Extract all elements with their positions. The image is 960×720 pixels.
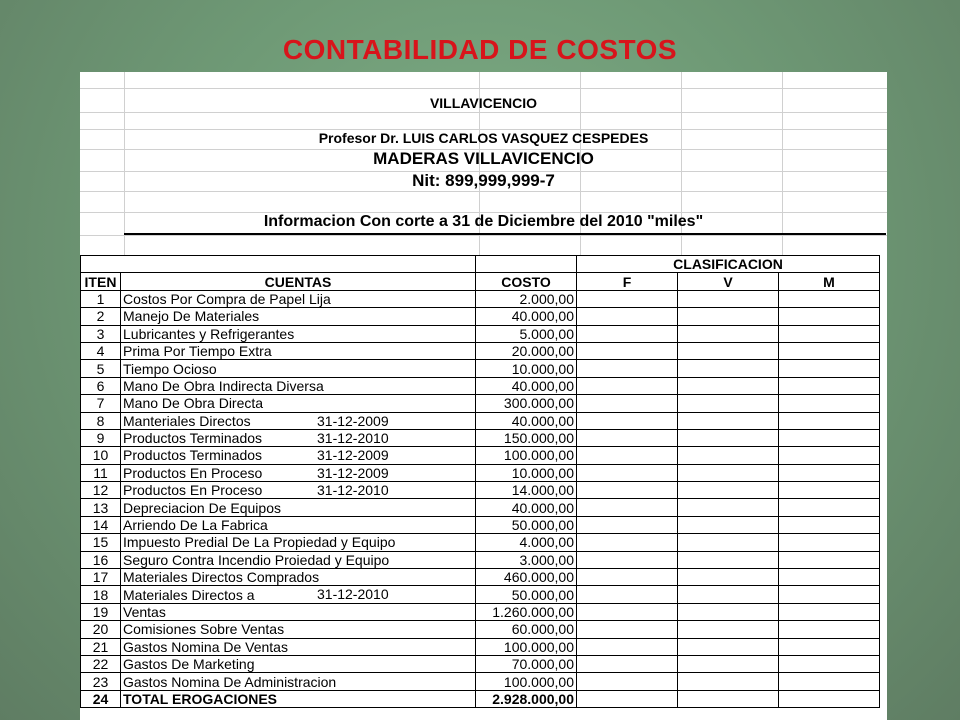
variable-cell[interactable] [678, 464, 779, 481]
cost-value: 50.000,00 [476, 586, 577, 603]
fixed-cell[interactable] [577, 342, 678, 359]
fixed-cell[interactable] [577, 655, 678, 672]
account-name [121, 673, 476, 690]
account-name [121, 429, 476, 446]
cost-value: 60.000,00 [476, 621, 577, 638]
mixed-cell[interactable] [779, 551, 880, 568]
account-label: Gastos De Marketing [123, 656, 255, 673]
mixed-cell[interactable] [779, 412, 880, 429]
account-label: Productos Terminados [123, 430, 263, 447]
variable-cell[interactable] [678, 621, 779, 638]
table-row [81, 621, 880, 638]
table-row [81, 569, 880, 586]
mixed-cell[interactable] [779, 534, 880, 551]
item-number: 20 [81, 621, 121, 638]
account-label: Seguro Contra Incendio Proiedad y Equipo [123, 551, 390, 568]
fixed-cell[interactable] [577, 377, 678, 394]
mixed-cell[interactable] [779, 516, 880, 533]
account-label: Productos En Proceso [123, 482, 263, 499]
table-row [81, 655, 880, 672]
account-label: Gastos Nomina De Ventas [123, 638, 288, 655]
total-label: TOTAL EROGACIONES [121, 690, 476, 707]
mixed-cell[interactable] [779, 603, 880, 620]
table-row [81, 377, 880, 394]
variable-cell[interactable] [678, 360, 779, 377]
item-number: 13 [81, 499, 121, 516]
table-row [81, 638, 880, 655]
item-number: 18 [81, 586, 121, 603]
account-name [121, 569, 476, 586]
slide-title: CONTABILIDAD DE COSTOS [282, 34, 678, 65]
item-number: 14 [81, 516, 121, 533]
cost-value: 3.000,00 [476, 551, 577, 568]
account-label: Tiempo Ocioso [123, 360, 217, 377]
fixed-cell[interactable] [577, 290, 678, 307]
account-name [121, 308, 476, 325]
mixed-cell[interactable] [779, 673, 880, 690]
table-row [81, 325, 880, 342]
item-number: 19 [81, 603, 121, 620]
account-name [121, 586, 476, 603]
table-row [81, 342, 880, 359]
item-number: 23 [81, 673, 121, 690]
mixed-cell[interactable] [779, 482, 880, 499]
item-number: 11 [81, 464, 121, 481]
table-row [81, 586, 880, 603]
fixed-cell[interactable] [577, 638, 678, 655]
fixed-header: F [577, 273, 678, 290]
variable-cell[interactable] [678, 655, 779, 672]
variable-cell[interactable] [678, 516, 779, 533]
account-label: Mano De Obra Indirecta Diversa [123, 377, 324, 394]
variable-cell[interactable] [678, 412, 779, 429]
variable-cell[interactable] [678, 569, 779, 586]
item-number: 4 [81, 342, 121, 359]
mixed-cell[interactable] [779, 499, 880, 516]
fixed-cell[interactable] [577, 569, 678, 586]
mixed-cell[interactable] [779, 308, 880, 325]
account-label: Depreciacion De Equipos [123, 499, 281, 516]
item-number: 12 [81, 482, 121, 499]
item-number: 16 [81, 551, 121, 568]
mixed-cell[interactable] [779, 638, 880, 655]
account-name [121, 412, 476, 429]
item-number: 8 [81, 412, 121, 429]
account-name [121, 534, 476, 551]
table-row [81, 534, 880, 551]
mixed-cell[interactable] [779, 290, 880, 307]
variable-cell[interactable] [678, 447, 779, 464]
mixed-cell[interactable] [779, 395, 880, 412]
fixed-cell[interactable] [577, 308, 678, 325]
fixed-cell[interactable] [577, 499, 678, 516]
cost-value: 40.000,00 [476, 377, 577, 394]
account-name [121, 551, 476, 568]
cost-value: 2.000,00 [476, 290, 577, 307]
account-label: Ventas [123, 604, 166, 620]
account-label: Manejo De Materiales [123, 308, 260, 325]
mixed-cell[interactable] [779, 342, 880, 359]
cost-value: 300.000,00 [476, 395, 577, 412]
account-date: 31-12-2010 [317, 429, 389, 446]
account-date: 31-12-2009 [317, 447, 389, 464]
cost-value: 14.000,00 [476, 482, 577, 499]
mixed-cell[interactable] [779, 429, 880, 446]
account-name [121, 516, 476, 533]
cost-value: 100.000,00 [476, 673, 577, 690]
account-label: Productos Terminados [123, 447, 263, 464]
cost-value: 40.000,00 [476, 412, 577, 429]
account-label: Arriendo De La Fabrica [123, 517, 268, 534]
variable-cell[interactable] [678, 603, 779, 620]
mixed-cell[interactable] [779, 360, 880, 377]
mixed-cell[interactable] [779, 569, 880, 586]
account-label: Comisiones Sobre Ventas [123, 621, 285, 638]
cost-table [80, 255, 880, 708]
fixed-cell[interactable] [577, 412, 678, 429]
cost-value: 40.000,00 [476, 499, 577, 516]
variable-cell[interactable] [678, 377, 779, 394]
company-name: MADERAS VILLAVICENCIO [373, 149, 594, 168]
cost-value: 460.000,00 [476, 569, 577, 586]
total-item-number: 24 [81, 690, 121, 707]
item-number: 9 [81, 429, 121, 446]
account-label: Materiales Directos Comprados [123, 569, 320, 586]
item-number: 21 [81, 638, 121, 655]
mixed-cell[interactable] [779, 621, 880, 638]
variable-cell[interactable] [678, 499, 779, 516]
mixed-cell[interactable] [779, 586, 880, 603]
account-label: Costos Por Compra de Papel Lija [123, 290, 331, 307]
cost-value: 10.000,00 [476, 360, 577, 377]
fixed-cell[interactable] [577, 360, 678, 377]
item-number: 22 [81, 655, 121, 672]
cost-value: 40.000,00 [476, 308, 577, 325]
mixed-cell[interactable] [779, 325, 880, 342]
cost-value: 100.000,00 [476, 638, 577, 655]
variable-cell[interactable] [678, 290, 779, 307]
variable-cell[interactable] [678, 308, 779, 325]
account-label: Gastos Nomina De Administracion [123, 673, 337, 690]
account-name [121, 377, 476, 394]
table-row [81, 673, 880, 690]
variable-cell[interactable] [678, 551, 779, 568]
account-label: Prima Por Tiempo Extra [123, 343, 272, 360]
cost-value: 150.000,00 [476, 429, 577, 446]
table-row [81, 412, 880, 429]
account-header: CUENTAS [121, 273, 476, 290]
mixed-cell[interactable] [779, 655, 880, 672]
table-row [81, 551, 880, 568]
fixed-cell[interactable] [577, 551, 678, 568]
item-number: 2 [81, 308, 121, 325]
mixed-cell[interactable] [779, 377, 880, 394]
variable-cell[interactable] [678, 534, 779, 551]
city-heading: VILLAVICENCIO [429, 95, 538, 111]
fixed-cell[interactable] [577, 673, 678, 690]
account-name [121, 482, 476, 499]
table-row [81, 482, 880, 499]
account-name [121, 360, 476, 377]
table-row [81, 360, 880, 377]
table-row [81, 464, 880, 481]
variable-cell[interactable] [678, 673, 779, 690]
fixed-cell[interactable] [577, 429, 678, 446]
variable-cell[interactable] [678, 638, 779, 655]
account-label: Manteriales Directos [123, 412, 251, 429]
account-name [121, 395, 476, 412]
mixed-header: M [779, 273, 880, 290]
account-name [121, 447, 476, 464]
info-line: Informacion Con corte a 31 de Diciembre del 2010 "miles" [263, 213, 704, 230]
fixed-cell[interactable] [577, 534, 678, 551]
fixed-cell[interactable] [577, 621, 678, 638]
variable-cell[interactable] [678, 429, 779, 446]
account-name [121, 342, 476, 359]
total-row [81, 690, 880, 707]
mixed-cell[interactable] [779, 464, 880, 481]
account-date: 31-12-2009 [317, 464, 389, 481]
account-name [121, 621, 476, 638]
item-number: 7 [81, 395, 121, 412]
cost-value: 1.260.000,00 [476, 603, 577, 620]
fixed-cell[interactable] [577, 586, 678, 603]
account-name [121, 290, 476, 307]
mixed-cell[interactable] [779, 447, 880, 464]
table-row [81, 603, 880, 620]
fixed-cell[interactable] [577, 516, 678, 533]
item-header: ITEN [81, 273, 121, 290]
table-row [81, 429, 880, 446]
total-mixed-cell[interactable] [779, 690, 880, 707]
table-row [81, 308, 880, 325]
table-row [81, 290, 880, 307]
account-name [121, 603, 476, 620]
item-number: 10 [81, 447, 121, 464]
item-number: 5 [81, 360, 121, 377]
account-name [121, 499, 476, 516]
nit-line: Nit: 899,999,999-7 [412, 171, 555, 190]
cost-value: 100.000,00 [476, 447, 577, 464]
fixed-cell[interactable] [577, 325, 678, 342]
variable-cell[interactable] [678, 586, 779, 603]
table-row [81, 499, 880, 516]
classification-header: CLASIFICACION [577, 256, 880, 273]
cost-value: 5.000,00 [476, 325, 577, 342]
variable-cell[interactable] [678, 482, 779, 499]
variable-cell[interactable] [678, 395, 779, 412]
account-label: Lubricantes y Refrigerantes [123, 325, 295, 342]
account-name [121, 325, 476, 342]
cost-value: 4.000,00 [476, 534, 577, 551]
cost-value: 20.000,00 [476, 342, 577, 359]
account-name [121, 655, 476, 672]
variable-cell[interactable] [678, 342, 779, 359]
professor-line: Profesor Dr. LUIS CARLOS VASQUEZ CESPEDES [318, 130, 649, 146]
account-date: 31-12-2009 [317, 412, 389, 429]
account-label: Mano De Obra Directa [123, 395, 264, 412]
cost-value: 70.000,00 [476, 655, 577, 672]
cost-header: COSTO [476, 273, 577, 290]
fixed-cell[interactable] [577, 464, 678, 481]
account-label: Materiales Directos a [123, 586, 255, 603]
account-date: 31-12-2010 [317, 586, 389, 603]
cost-value: 10.000,00 [476, 464, 577, 481]
variable-cell[interactable] [678, 325, 779, 342]
table-row [81, 516, 880, 533]
account-date: 31-12-2010 [317, 482, 389, 499]
variable-header: V [678, 273, 779, 290]
item-number: 6 [81, 377, 121, 394]
fixed-cell[interactable] [577, 603, 678, 620]
fixed-cell[interactable] [577, 482, 678, 499]
item-number: 1 [81, 290, 121, 307]
spreadsheet [80, 72, 887, 720]
item-number: 3 [81, 325, 121, 342]
account-name [121, 464, 476, 481]
fixed-cell[interactable] [577, 447, 678, 464]
total-variable-cell[interactable] [678, 690, 779, 707]
table-row [81, 447, 880, 464]
account-name [121, 638, 476, 655]
table-row [81, 395, 880, 412]
item-number: 17 [81, 569, 121, 586]
total-fixed-cell[interactable] [577, 690, 678, 707]
account-label: Impuesto Predial De La Propiedad y Equipo [123, 534, 396, 551]
item-number: 15 [81, 534, 121, 551]
fixed-cell[interactable] [577, 395, 678, 412]
total-cost: 2.928.000,00 [476, 690, 577, 707]
account-label: Productos En Proceso [123, 464, 263, 481]
cost-value: 50.000,00 [476, 516, 577, 533]
